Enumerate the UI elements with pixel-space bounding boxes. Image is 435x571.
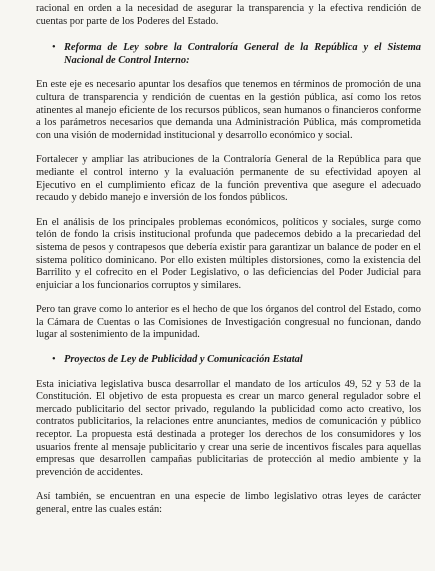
bullet-contraloria-heading (36, 42, 421, 67)
paragraph-analisis: En el análisis de los principales problemas económicos, políticos y sociales, surge como telón de fondo la crisis institucional profunda que padecemos debido a la precariedad del sistema de pesos y contrapesos que debería existir para garantizar un balance de poder en el sistema político dominicano. Por ello existen múltiples distorsiones, como la existencia del Barrilito y el cofrecito en el Poder Legislativo, o las deficiencias del Poder Judicial para enjuiciar a los funcionarios corruptos y similares. (36, 216, 421, 291)
intro-paragraph: racional en orden a la necesidad de asegurar la transparencia y la efectiva rendición de cuentas por parte de los Poderes del Estado. (36, 3, 421, 27)
bullet-contraloria-text: Reforma de Ley sobre la Contraloría General de la República y el Sistema Nacional de Control Interno: (64, 42, 421, 66)
paragraph-iniciativa: Esta iniciativa legislativa busca desarrollar el mandato de los artículos 49, 52 y 53 de la Constitución. El objetivo de esta propuesta es crear un marco general regulador sobre el mercado publicitario del sector privado, regulando la publicidad como acto creativo, los contratos publicitarios, la relaciones entre anunciantes, medios de comunicación y público receptor. La propuesta está destinada a proteger los derechos de los consumidores y los usuarios frente al mensaje publicitario y crear una serie de incentivos fiscales para aquellas empresas que desarrollen campañas publicitarias de protección al medio ambiente y la prevención de accidentes. (36, 378, 421, 478)
bullet-icon: • (52, 354, 56, 366)
bullet-icon: • (52, 42, 56, 54)
bullet-publicidad-text: Proyectos de Ley de Publicidad y Comunicación Estatal (64, 354, 303, 366)
paragraph-limbo: Así también, se encuentran en una especie de limbo legislativo otras leyes de carácter general, entre las cuales están: (36, 491, 421, 515)
paragraph-fortalecer: Fortalecer y ampliar las atribuciones de la Contraloría General de la República para que mediante el control interno y la evaluación permanente de su efectividad apoyen al Ejecutivo en el cumplimiento eficaz de la función preventiva que asegure el adecuado recaudo y debido manejo e inversión de los fondos públicos. (36, 154, 421, 204)
paragraph-desafios: En este eje es necesario apuntar los desafíos que tenemos en términos de promoción de una cultura de transparencia y rendición de cuentas en la gestión pública, así como los retos atinentes al manejo eficiente de los recursos públicos, sean humanos o financieros conforme a los parámetros necesarios que demanda una Administración Pública, más comprometida con una visión de modernidad institucional y desarrollo económico y social. (36, 79, 421, 141)
paragraph-organos-control: Pero tan grave como lo anterior es el hecho de que los órganos del control del Estado, como la Cámara de Cuentas o las Comisiones de Investigación congresual no funcionan, dando lugar al sostenimiento de la impunidad. (36, 304, 421, 341)
bullet-publicidad-heading (36, 354, 421, 367)
